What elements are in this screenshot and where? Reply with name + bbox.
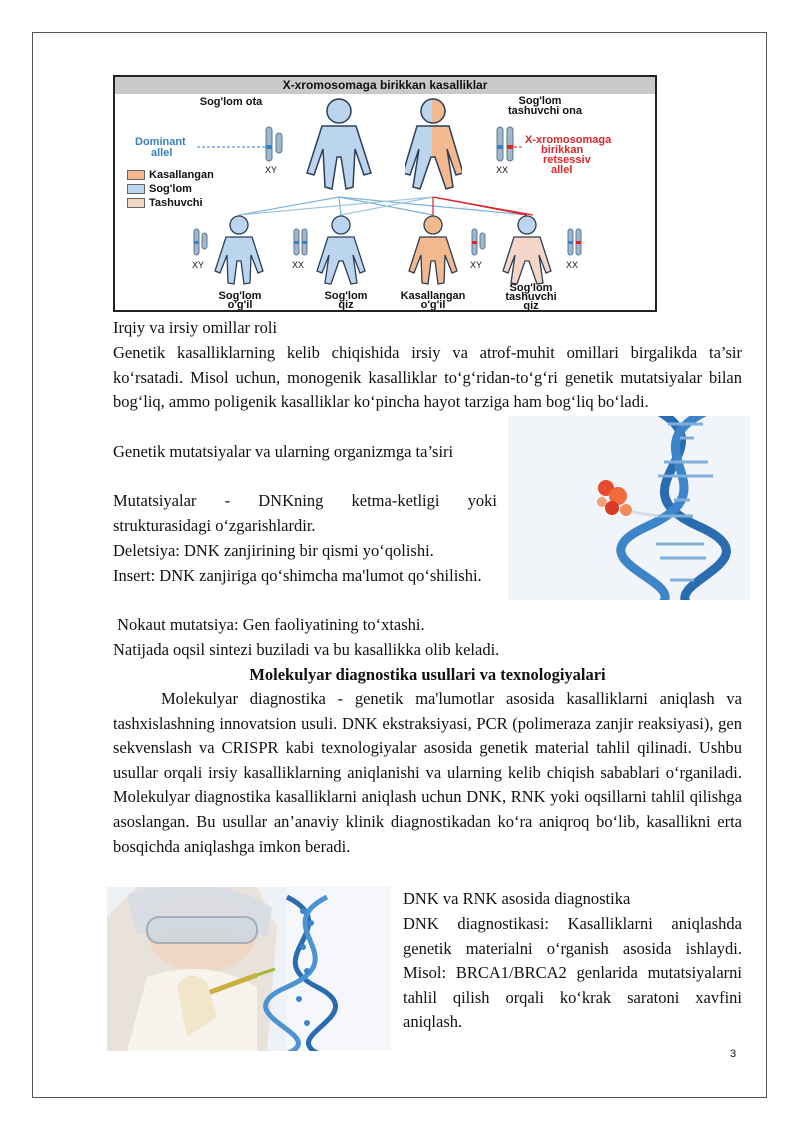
child-healthy-son [194, 216, 263, 284]
section-title-mutations: Genetik mutatsiyalar va ularning organizmga ta’siri [113, 442, 454, 461]
paragraph-result: Natijada oqsil sintezi buziladi va bu kasallikka olib keladi. [113, 640, 500, 659]
legend-carrier: Tashuvchi [127, 197, 203, 209]
recessive-label-line3: retsessiv [543, 154, 591, 166]
child3-label-line2: o'g'il [420, 299, 446, 311]
legend-swatch-affected [127, 170, 145, 180]
father-label: Sog'lom ota [199, 96, 263, 108]
child1-chromosome-label: XY [192, 260, 205, 270]
child-affected-son [409, 216, 485, 284]
paragraph-insert: Insert: DNK zanjiriga qo‘shimcha ma'lumot qo‘shilishi. [113, 566, 482, 585]
dna-helix-image [508, 416, 750, 600]
paragraph-deletion: Deletsiya: DNK zanjirining bir qismi yo‘qolishi. [113, 541, 434, 560]
recessive-label-line4: allel [551, 164, 573, 176]
child2-label-line1: Sog'lom [324, 290, 368, 302]
mother-chromosome-label: XX [496, 165, 509, 175]
dominant-label-line1: Dominant [135, 136, 186, 148]
dna-helix-svg [508, 416, 750, 600]
child2-label-line2: qiz [338, 299, 354, 311]
paragraph-mutations-definition: Mutatsiyalar - DNKning ketma-ketligi yoki strukturasidagi o‘zgarishlardir. [113, 491, 497, 535]
legend-affected: Kasallangan [127, 169, 214, 181]
paragraph-molecular-diagnostics: Molekulyar diagnostika - genetik ma'lumotlar asosida kasalliklarni aniqlash va tashxislashning innovatsion usuli. DNK ekstraksiyasi, PCR (polimeraza zanjir reaksiyasi), gen sekvenslash va CRISPR kabi texnologiyalar asosida genetik material tahlil qilinadi. Ushbu usullar orqali irsiy kasalliklarning aniqlanishi va ularning kelib chiqish sabablari o‘rganiladi. Molekulyar diagnostika kasalliklarni aniqlash uchun DNK, RNK yoki oqsillarni tahlil qilishga asoslangan. Bu usullar an’anaviy klinik diagnostikadan ko‘ra aniqroq bo‘lib, kasallikni erta bosqichda aniqlashga imkon beradi. [113, 689, 742, 856]
lab-photo-svg [107, 887, 391, 1051]
paragraph-genetic-factors: Genetik kasalliklarning kelib chiqishida irsiy va atrof-muhit omillari birgalikda ta’sir ko‘rsatadi. Misol uchun, monogenik kasalliklar to‘g‘ridan-to‘g‘ri genetik mutatsiyalar bilan bog‘liq, ammo poligenik kasalliklar ko‘pincha hayot tarziga ham bog‘liq bo‘ladi. [113, 343, 742, 412]
child3-chromosome-label: XY [470, 260, 483, 270]
recessive-label-line2: birikkan [541, 144, 584, 156]
x-linked-inheritance-figure [113, 75, 657, 312]
child4-label-line1: Sog'lom [509, 282, 553, 294]
dominant-label-line2: allel [151, 147, 173, 159]
mother-figure [403, 99, 463, 189]
inheritance-lines [239, 197, 533, 215]
figure-title: X-xromosomaga birikkan kasalliklar [115, 77, 655, 94]
child4-label-line3: qiz [523, 300, 539, 312]
father-figure [307, 99, 371, 189]
child4-label-line2: tashuvchi [505, 291, 557, 303]
child1-label-line2: o'g'il [227, 299, 253, 311]
father-chromosome-label: XY [265, 165, 278, 175]
section-title-dna-rna: DNK va RNK asosida diagnostika [403, 889, 631, 908]
page-number: 3 [730, 1048, 737, 1060]
paragraph-knockout: Nokaut mutatsiya: Gen faoliyatining to‘xtashi. [113, 615, 425, 634]
paragraph-dna-diagnostics: DNK diagnostikasi: Kasalliklarni aniqlashda genetik materialni o‘rganish asosida ishlaydi. Misol: BRCA1/BRCA2 genlarida mutatsiyalarni tahlil qilish orqali ko‘krak saratoni xavfini aniqlash. [403, 914, 742, 1032]
mother-chromosomes [497, 127, 513, 161]
father-chromosomes [266, 127, 282, 161]
section-heading-molecular-diagnostics: Molekulyar diagnostika usullari va texnologiyalari [249, 665, 606, 684]
child3-label-line1: Kasallangan [400, 290, 466, 302]
mother-label-line1: Sog'lom [518, 95, 562, 107]
legend-swatch-carrier [127, 198, 145, 208]
child-healthy-daughter [294, 216, 365, 284]
lab-researcher-photo [107, 887, 391, 1051]
child4-chromosome-label: XX [566, 260, 579, 270]
mother-label-line2: tashuvchi ona [508, 105, 582, 117]
legend-swatch-healthy [127, 184, 145, 194]
legend-healthy: Sog'lom [127, 183, 192, 195]
child-carrier-daughter [503, 216, 581, 284]
section-title-irqiy: Irqiy va irsiy omillar roli [113, 318, 278, 337]
recessive-label-line1: X-xromosomaga [525, 134, 612, 146]
child2-chromosome-label: XX [292, 260, 305, 270]
child1-label-line1: Sog'lom [218, 290, 262, 302]
